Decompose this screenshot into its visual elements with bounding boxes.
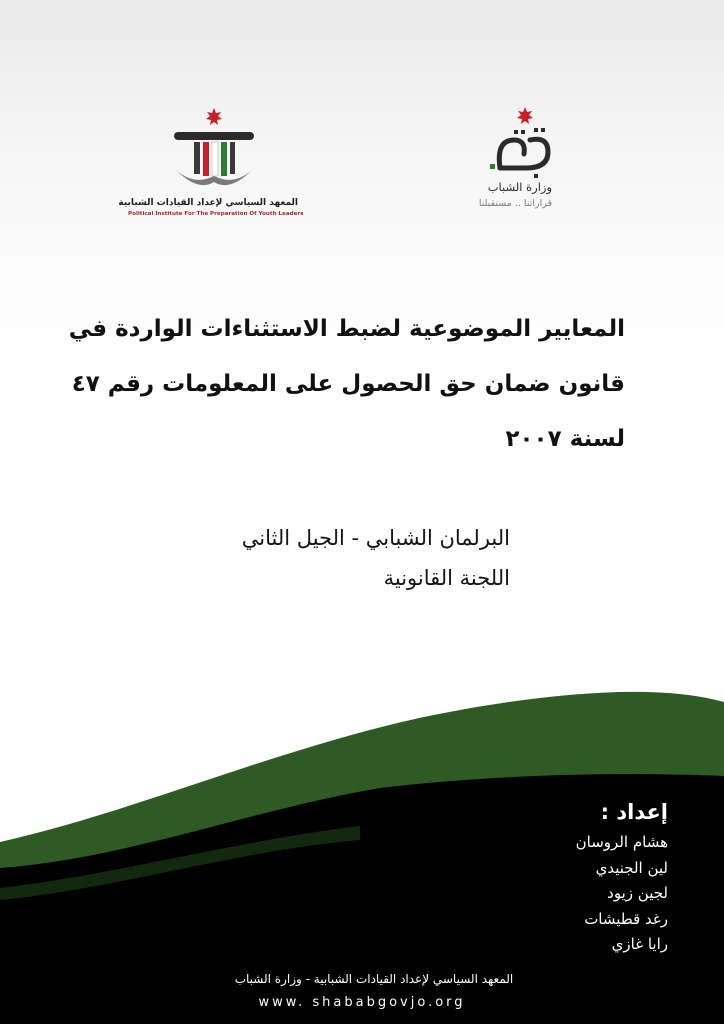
prepared-by xyxy=(576,796,668,958)
institute-emblem-icon xyxy=(128,100,298,195)
footer-organizations: المعهد السياسي لإعداد القيادات الشبابية - وزارة الشباب xyxy=(234,972,514,986)
ministry-slogan: قراراتنا .. مستقبلنا xyxy=(478,198,552,209)
title-line: لسنة ٢٠٠٧ xyxy=(505,426,625,452)
prepared-by-heading: إعداد : xyxy=(600,800,668,824)
subtitle-line: اللجنة القانونية xyxy=(383,566,510,590)
ministry-logo xyxy=(470,100,580,225)
institute-name-arabic: المعهد السياسي لإعداد القيادات الشبابية xyxy=(118,198,298,208)
institute-name-english: Political Institute For The Preparation Of Youth Leaders xyxy=(128,211,304,217)
author-name: لجين زيود xyxy=(607,884,668,902)
author-name: رغد قطيشات xyxy=(584,909,668,928)
institute-logo xyxy=(118,100,304,225)
title-line: قانون ضمان حق الحصول على المعلومات رقم ٤٧ xyxy=(71,371,625,397)
ministry-name: وزارة الشباب xyxy=(487,180,552,194)
author-name: هشام الروسان xyxy=(575,833,668,851)
title-line: المعايير الموضوعية لضبط الاستثناءات الواردة في xyxy=(68,316,625,342)
author-name: رايا غازي xyxy=(611,935,668,953)
document-title xyxy=(68,302,625,467)
author-name: لين الجنيدي xyxy=(595,858,668,877)
document-subtitle xyxy=(150,518,510,598)
subtitle-line: البرلمان الشبابي - الجيل الثاني xyxy=(241,526,510,550)
ministry-emblem-icon xyxy=(470,100,580,180)
footer-website-link[interactable]: www. shababgovjo.org xyxy=(258,995,466,1010)
